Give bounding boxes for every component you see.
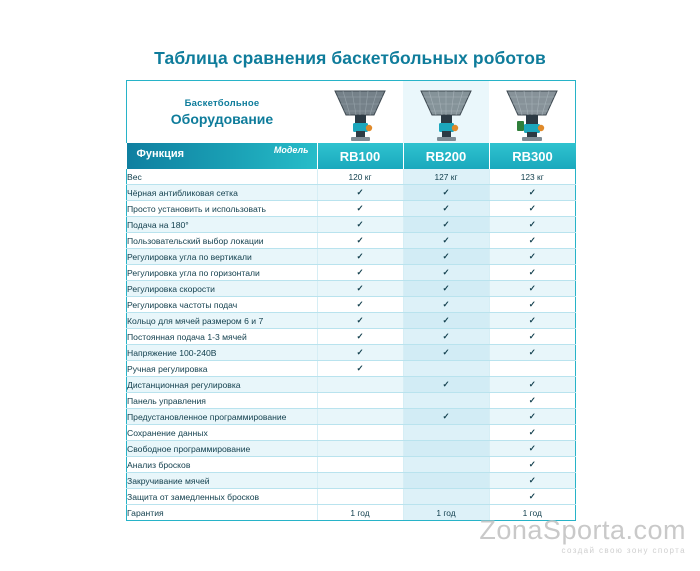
value-rb200 [403, 457, 489, 473]
value-rb100: ✓ [317, 329, 403, 345]
feature-label: Свободное программирование [127, 441, 318, 457]
value-rb200: ✓ [403, 377, 489, 393]
value-rb200: ✓ [403, 297, 489, 313]
value-rb200: ✓ [403, 249, 489, 265]
model-header-rb100: RB100 [317, 143, 403, 169]
value-rb300: ✓ [489, 345, 576, 361]
value-rb100: ✓ [317, 249, 403, 265]
value-rb300: ✓ [489, 425, 576, 441]
table-row [127, 281, 576, 297]
value-rb200: ✓ [403, 185, 489, 201]
value-rb100: ✓ [317, 297, 403, 313]
equipment-header-line2: Оборудование [170, 110, 274, 127]
value-rb300: ✓ [489, 489, 576, 505]
feature-label: Предустановленное программирование [127, 409, 318, 425]
value-rb300: ✓ [489, 233, 576, 249]
value-rb300: 123 кг [489, 169, 576, 185]
value-rb300: ✓ [489, 313, 576, 329]
feature-label: Вес [127, 169, 318, 185]
model-label: Модель [273, 145, 309, 155]
page-title: Таблица сравнения баскетбольных роботов [154, 48, 546, 68]
value-rb200 [403, 361, 489, 377]
value-rb200: ✓ [403, 345, 489, 361]
value-rb200: 127 кг [403, 169, 489, 185]
value-rb300: ✓ [489, 329, 576, 345]
value-rb100 [317, 377, 403, 393]
value-rb100: ✓ [317, 281, 403, 297]
table-row [127, 441, 576, 457]
equipment-header-line1: Баскетбольное [184, 97, 260, 109]
table-header-row [127, 81, 576, 144]
basketball-robot-icon [415, 85, 477, 143]
table-row [127, 201, 576, 217]
value-rb100 [317, 441, 403, 457]
value-rb200: ✓ [403, 265, 489, 281]
value-rb300: ✓ [489, 297, 576, 313]
table-row [127, 393, 576, 409]
feature-label: Анализ бросков [127, 457, 318, 473]
table-row [127, 377, 576, 393]
table-row [127, 329, 576, 345]
value-rb200 [403, 393, 489, 409]
value-rb200: ✓ [403, 281, 489, 297]
table-row [127, 313, 576, 329]
value-rb200: ✓ [403, 201, 489, 217]
value-rb100: ✓ [317, 201, 403, 217]
table-row [127, 185, 576, 201]
equipment-header-cell [127, 81, 318, 144]
value-rb100: ✓ [317, 361, 403, 377]
value-rb300: ✓ [489, 249, 576, 265]
value-rb200: ✓ [403, 313, 489, 329]
value-rb100: ✓ [317, 217, 403, 233]
table-row [127, 217, 576, 233]
table-row [127, 361, 576, 377]
table-row [127, 457, 576, 473]
value-rb300: ✓ [489, 393, 576, 409]
value-rb300: ✓ [489, 201, 576, 217]
value-rb300: ✓ [489, 217, 576, 233]
feature-label: Чёрная антибликовая сетка [127, 185, 318, 201]
value-rb200: ✓ [403, 217, 489, 233]
table-row [127, 409, 576, 425]
value-rb300: ✓ [489, 377, 576, 393]
table-row [127, 265, 576, 281]
value-rb200: ✓ [403, 329, 489, 345]
value-rb200: 1 год [403, 505, 489, 521]
value-rb100 [317, 425, 403, 441]
value-rb100 [317, 473, 403, 489]
value-rb300: ✓ [489, 281, 576, 297]
value-rb300: ✓ [489, 185, 576, 201]
table-row [127, 169, 576, 185]
robot-image-rb200 [403, 81, 489, 144]
model-row [127, 143, 576, 169]
feature-label: Защита от замедленных бросков [127, 489, 318, 505]
watermark-brand: ZonaSporta.com [479, 515, 686, 545]
value-rb200 [403, 473, 489, 489]
feature-label: Панель управления [127, 393, 318, 409]
feature-label: Пользовательский выбор локации [127, 233, 318, 249]
feature-label: Подача на 180° [127, 217, 318, 233]
feature-label: Регулировка угла по горизонтали [127, 265, 318, 281]
value-rb200 [403, 441, 489, 457]
feature-label: Постоянная подача 1-3 мячей [127, 329, 318, 345]
value-rb300: ✓ [489, 441, 576, 457]
value-rb200 [403, 425, 489, 441]
feature-label: Напряжение 100-240В [127, 345, 318, 361]
basketball-robot-icon [329, 85, 391, 143]
value-rb100: ✓ [317, 265, 403, 281]
watermark-tagline: создай свою зону спорта [561, 546, 686, 555]
feature-label: Кольцо для мячей размером 6 и 7 [127, 313, 318, 329]
table-row [127, 473, 576, 489]
value-rb100 [317, 457, 403, 473]
value-rb200: ✓ [403, 409, 489, 425]
feature-label: Закручивание мячей [127, 473, 318, 489]
value-rb300: ✓ [489, 457, 576, 473]
feature-label: Гарантия [127, 505, 318, 521]
table-row [127, 297, 576, 313]
value-rb200 [403, 489, 489, 505]
value-rb100 [317, 393, 403, 409]
value-rb100: ✓ [317, 233, 403, 249]
feature-label: Регулировка скорости [127, 281, 318, 297]
value-rb300: ✓ [489, 265, 576, 281]
value-rb100: ✓ [317, 313, 403, 329]
feature-label: Регулировка угла по вертикали [127, 249, 318, 265]
value-rb100 [317, 409, 403, 425]
basketball-robot-icon [501, 85, 563, 143]
feature-label: Регулировка частоты подач [127, 297, 318, 313]
value-rb100: 1 год [317, 505, 403, 521]
value-rb100: ✓ [317, 185, 403, 201]
value-rb300 [489, 361, 576, 377]
robot-image-rb300 [489, 81, 576, 144]
table-row [127, 249, 576, 265]
value-rb300: ✓ [489, 409, 576, 425]
table-row [127, 233, 576, 249]
value-rb100: 120 кг [317, 169, 403, 185]
value-rb300: 1 год [489, 505, 576, 521]
model-header-rb200: RB200 [403, 143, 489, 169]
table-row [127, 345, 576, 361]
value-rb100: ✓ [317, 345, 403, 361]
comparison-table-container [126, 80, 574, 521]
comparison-table [126, 80, 576, 521]
feature-label: Дистанционная регулировка [127, 377, 318, 393]
feature-label: Ручная регулировка [127, 361, 318, 377]
table-row [127, 489, 576, 505]
value-rb100 [317, 489, 403, 505]
function-model-label-cell [127, 143, 318, 169]
model-header-rb300: RB300 [489, 143, 576, 169]
robot-image-rb100 [317, 81, 403, 144]
value-rb300: ✓ [489, 473, 576, 489]
feature-label: Сохранение данных [127, 425, 318, 441]
table-row [127, 425, 576, 441]
watermark [479, 515, 686, 557]
function-label: Функция [136, 148, 185, 160]
value-rb200: ✓ [403, 233, 489, 249]
feature-label: Просто установить и использовать [127, 201, 318, 217]
